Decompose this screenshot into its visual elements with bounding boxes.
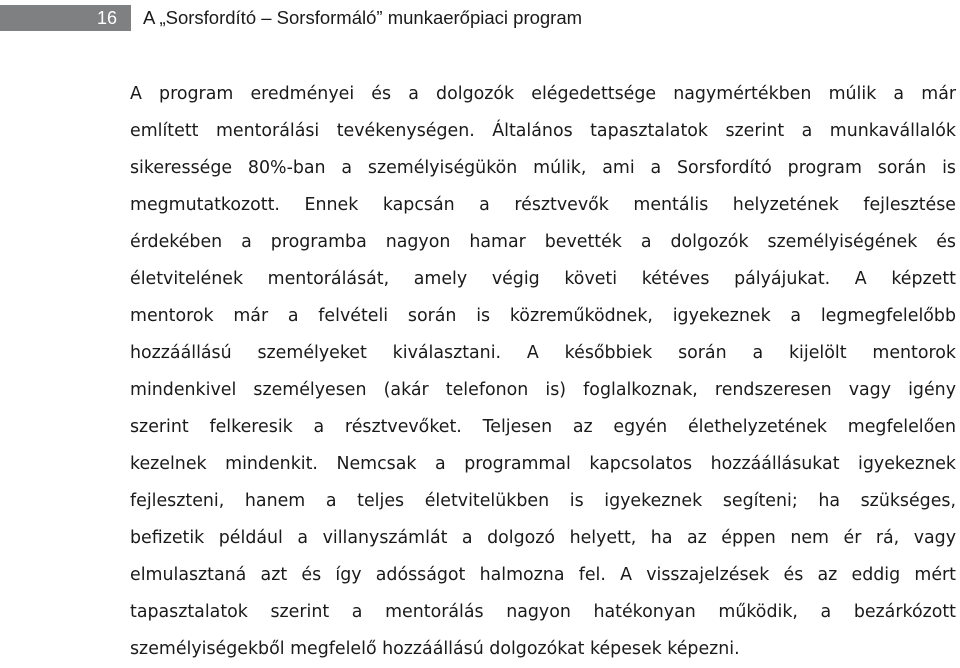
paragraph-line: szerint felkeresik a résztvevőket. Teljesen az egyén élethelyzetének megfelelően: [130, 417, 956, 437]
paragraph-line: kezelnek mindenkit. Nemcsak a programmal kapcsolatos hozzáállásukat igyekeznek: [130, 454, 956, 474]
page-header: [0, 0, 960, 36]
paragraph-line: sikeressége 80%-ban a személyiségükön múlik, ami a Sorsfordító program során is: [130, 158, 956, 178]
paragraph-line: mentorok már a felvételi során is közreműködnek, igyekeznek a legmegfelelőbb: [130, 306, 956, 326]
body-paragraph: [130, 76, 956, 668]
paragraph-line: fejleszteni, hanem a teljes életvitelükben is igyekeznek segíteni; ha szükséges,: [130, 491, 956, 511]
paragraph-line: hozzáállású személyeket kiválasztani. A későbbiek során a kijelölt mentorok: [130, 343, 956, 363]
paragraph-line: megmutatkozott. Ennek kapcsán a résztvevők mentális helyzetének fejlesztése: [130, 195, 956, 215]
paragraph-line: tapasztalatok szerint a mentorálás nagyon hatékonyan működik, a bezárkózott: [130, 602, 956, 622]
paragraph-line: említett mentorálási tevékenységen. Általános tapasztalatok szerint a munkavállalók: [130, 121, 956, 141]
paragraph-line: érdekében a programba nagyon hamar bevették a dolgozók személyiségének és: [130, 232, 956, 252]
running-title: A „Sorsfordító – Sorsformáló” munkaerőpiaci program: [143, 7, 583, 28]
paragraph-line: A program eredményei és a dolgozók elégedettsége nagymértékben múlik a már: [130, 84, 956, 104]
page-number-badge: [0, 5, 131, 31]
paragraph-line: mindenkivel személyesen (akár telefonon is) foglalkoznak, rendszeresen vagy igény: [130, 380, 956, 400]
paragraph-line: személyiségekből megfelelő hozzáállású dolgozókat képesek képezni.: [130, 639, 740, 659]
page-number: 16: [96, 8, 117, 28]
paragraph-line: elmulasztaná azt és így adósságot halmozna fel. A visszajelzések és az eddig mért: [130, 565, 956, 585]
paragraph-line: befizetik például a villanyszámlát a dolgozó helyett, ha az éppen nem ér rá, vagy: [130, 528, 956, 548]
paragraph-line: életvitelének mentorálását, amely végig követi kétéves pályájukat. A képzett: [130, 269, 956, 289]
